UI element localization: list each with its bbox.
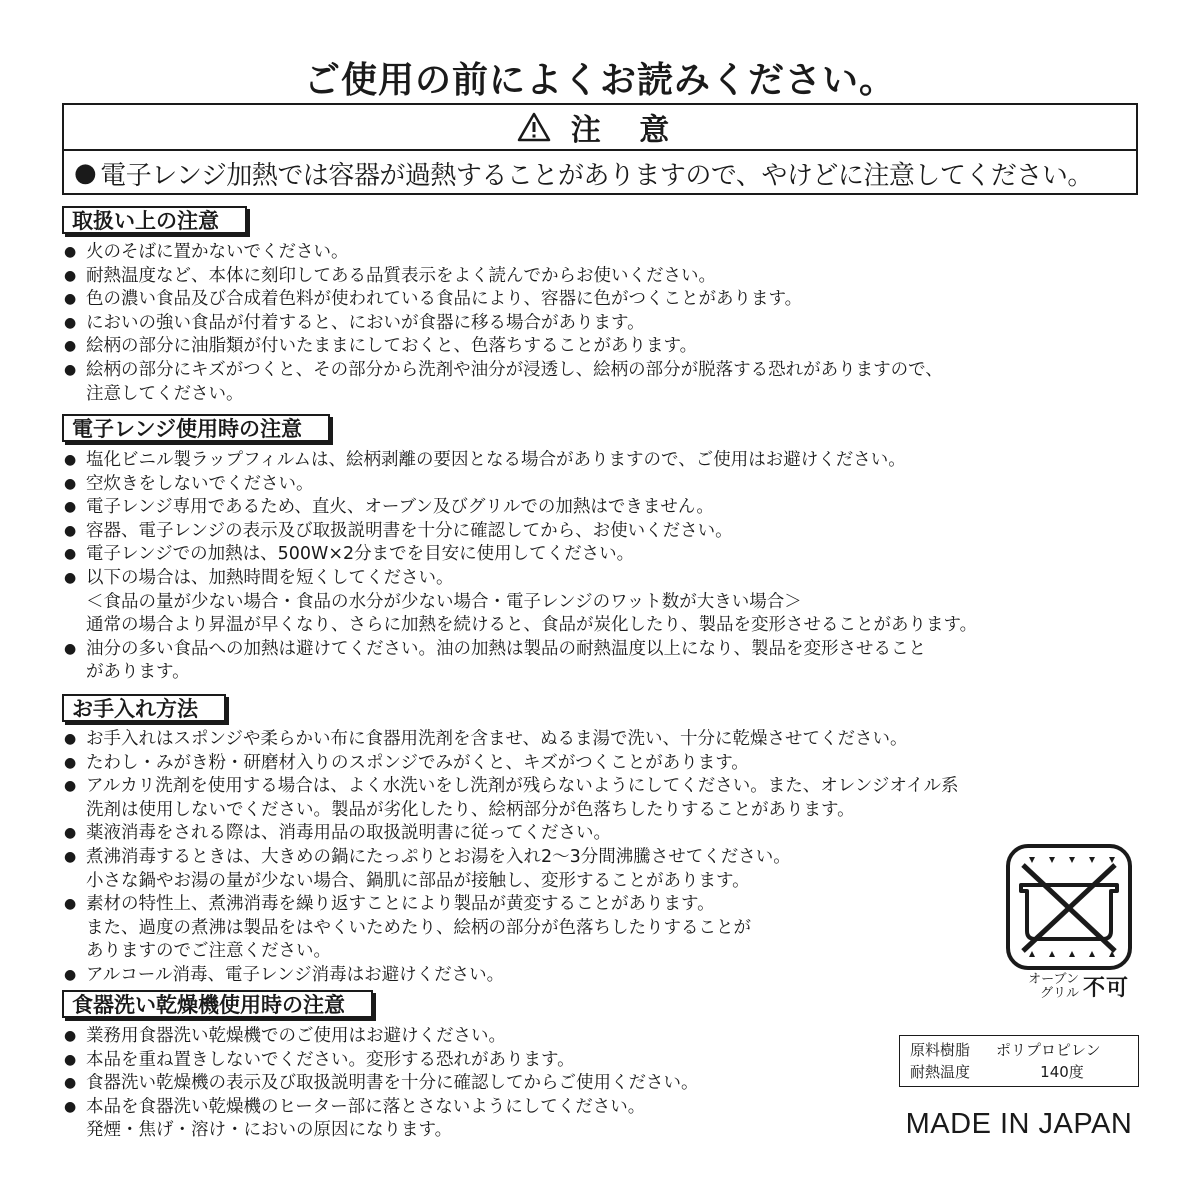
- list-item: ● 火のそばに置かないでください。: [62, 241, 1152, 265]
- list-item-continuation: ＜食品の量が少ない場合・食品の水分が少ない場合・電子レンジのワット数が大きい場合＞: [86, 591, 802, 612]
- list-item-continuation: 通常の場合より昇温が早くなり、さらに加熱を続けると、食品が炭化したり、製品を変形させることがあります。: [86, 615, 978, 636]
- list-item: ● 空炊きをしないでください。: [62, 473, 1152, 497]
- caution-box: [62, 103, 1138, 195]
- no-oven-grill-icon: [1005, 843, 1133, 971]
- section-microwave: [62, 414, 1152, 685]
- list-item-continuation: 注意してください。: [86, 383, 244, 404]
- list-item: ● 業務用食器洗い乾燥機でのご使用はお避けください。: [62, 1025, 962, 1049]
- oven-label-small: [1028, 973, 1079, 1001]
- list-item: ● 素材の特性上、煮沸消毒を繰り返すことにより製品が黄変することがあります。: [62, 893, 1022, 917]
- list-item: ● 油分の多い食品への加熱は避けてください。油の加熱は製品の耐熱温度以上になり、製品を変形させること: [62, 638, 1152, 662]
- list-item: ● 絵柄の部分にキズがつくと、その部分から洗剤や油分が浸透し、絵柄の部分が脱落する恐れがありますので、: [62, 359, 1152, 383]
- list-item: ● 本品を食器洗い乾燥機のヒーター部に落とさないようにしてください。: [62, 1096, 962, 1120]
- caution-heading: 注 意: [570, 113, 684, 148]
- list-item-continuation: ありますのでご注意ください。: [86, 941, 331, 962]
- material-spec-box: [899, 1035, 1139, 1087]
- section-title: 食器洗い乾燥機使用時の注意: [62, 990, 373, 1018]
- made-in-label: MADE IN JAPAN: [905, 1108, 1133, 1140]
- item-list: [62, 449, 1152, 685]
- list-item: ● においの強い食品が付着すると、においが食器に移る場合があります。: [62, 312, 1152, 336]
- caution-message: [64, 151, 1136, 195]
- heat-label: 耐熱温度: [910, 1063, 971, 1081]
- caution-text: 電子レンジ加熱では容器が過熱することがありますので、やけどに注意してください。: [100, 160, 1093, 191]
- list-item-continuation: 小さな鍋やお湯の量が少ない場合、鍋肌に部品が接触し、変形することがあります。: [86, 870, 750, 891]
- list-item: ● 本品を重ね置きしないでください。変形する恐れがあります。: [62, 1049, 962, 1073]
- oven-label-line2: グリル: [1039, 985, 1079, 1001]
- oven-label-line1: オーブン: [1028, 971, 1079, 987]
- list-item-continuation: があります。: [86, 662, 190, 683]
- section-title: 電子レンジ使用時の注意: [62, 414, 330, 442]
- list-item: ● 容器、電子レンジの表示及び取扱説明書を十分に確認してから、お使いください。: [62, 520, 1152, 544]
- list-item-continuation: 発煙・焦げ・溶け・においの原因になります。: [86, 1120, 453, 1141]
- warning-triangle-icon: [517, 112, 551, 142]
- list-item: ● 電子レンジでの加熱は、500W×2分までを目安に使用してください。: [62, 543, 1152, 567]
- oven-label: [1005, 971, 1133, 1002]
- spec-row-heat: [910, 1061, 1128, 1083]
- list-item-continuation: 洗剤は使用しないでください。製品が劣化したり、絵柄部分が色落ちしたりすることがあります。: [86, 799, 855, 820]
- list-item: ● アルカリ洗剤を使用する場合は、よく水洗いをし洗剤が残らないようにしてください。また、オレンジオイル系: [62, 775, 1022, 799]
- heat-value: 140度: [1040, 1063, 1084, 1081]
- section-handling: [62, 206, 1152, 406]
- caution-bullet: ●: [74, 158, 97, 188]
- section-title: 取扱い上の注意: [62, 206, 247, 234]
- list-item: ● 薬液消毒をされる際は、消毒用品の取扱説明書に従ってください。: [62, 822, 1022, 846]
- resin-label: 原料樹脂: [910, 1041, 971, 1059]
- list-item: ● たわし・みがき粉・研磨材入りのスポンジでみがくと、キズがつくことがあります。: [62, 752, 1022, 776]
- list-item: ● 絵柄の部分に油脂類が付いたままにしておくと、色落ちすることがあります。: [62, 335, 1152, 359]
- oven-grill-prohibited-mark: [1005, 843, 1133, 1002]
- page-title: ご使用の前によくお読みください。: [303, 60, 896, 101]
- section-care: [62, 694, 1022, 988]
- resin-value: ポリプロピレン: [996, 1041, 1101, 1059]
- section-dishwasher: [62, 990, 962, 1143]
- oven-label-big: 不可: [1082, 976, 1129, 1001]
- list-item: ● お手入れはスポンジや柔らかい布に食器用洗剤を含ませ、ぬるま湯で洗い、十分に乾燥させてください。: [62, 728, 1022, 752]
- list-item: ● 色の濃い食品及び合成着色料が使われている食品により、容器に色がつくことがあります。: [62, 288, 1152, 312]
- list-item: ● アルコール消毒、電子レンジ消毒はお避けください。: [62, 964, 1022, 988]
- item-list: [62, 1025, 962, 1143]
- section-title: お手入れ方法: [62, 694, 226, 722]
- list-item: ● 食器洗い乾燥機の表示及び取扱説明書を十分に確認してからご使用ください。: [62, 1072, 962, 1096]
- item-list: [62, 728, 1022, 988]
- list-item: ● 電子レンジ専用であるため、直火、オーブン及びグリルでの加熱はできません。: [62, 496, 1152, 520]
- list-item: ● 以下の場合は、加熱時間を短くしてください。: [62, 567, 1152, 591]
- list-item: ● 耐熱温度など、本体に刻印してある品質表示をよく読んでからお使いください。: [62, 265, 1152, 289]
- caution-heading-row: [64, 105, 1136, 151]
- list-item: ● 煮沸消毒するときは、大きめの鍋にたっぷりとお湯を入れ2〜3分間沸騰させてください。: [62, 846, 1022, 870]
- list-item-continuation: また、過度の煮沸は製品をはやくいためたり、絵柄の部分が色落ちしたりすることが: [86, 917, 751, 938]
- item-list: [62, 241, 1152, 406]
- list-item: ● 塩化ビニル製ラップフィルムは、絵柄剥離の要因となる場合がありますので、ご使用はお避けください。: [62, 449, 1152, 473]
- spec-row-resin: [910, 1039, 1128, 1061]
